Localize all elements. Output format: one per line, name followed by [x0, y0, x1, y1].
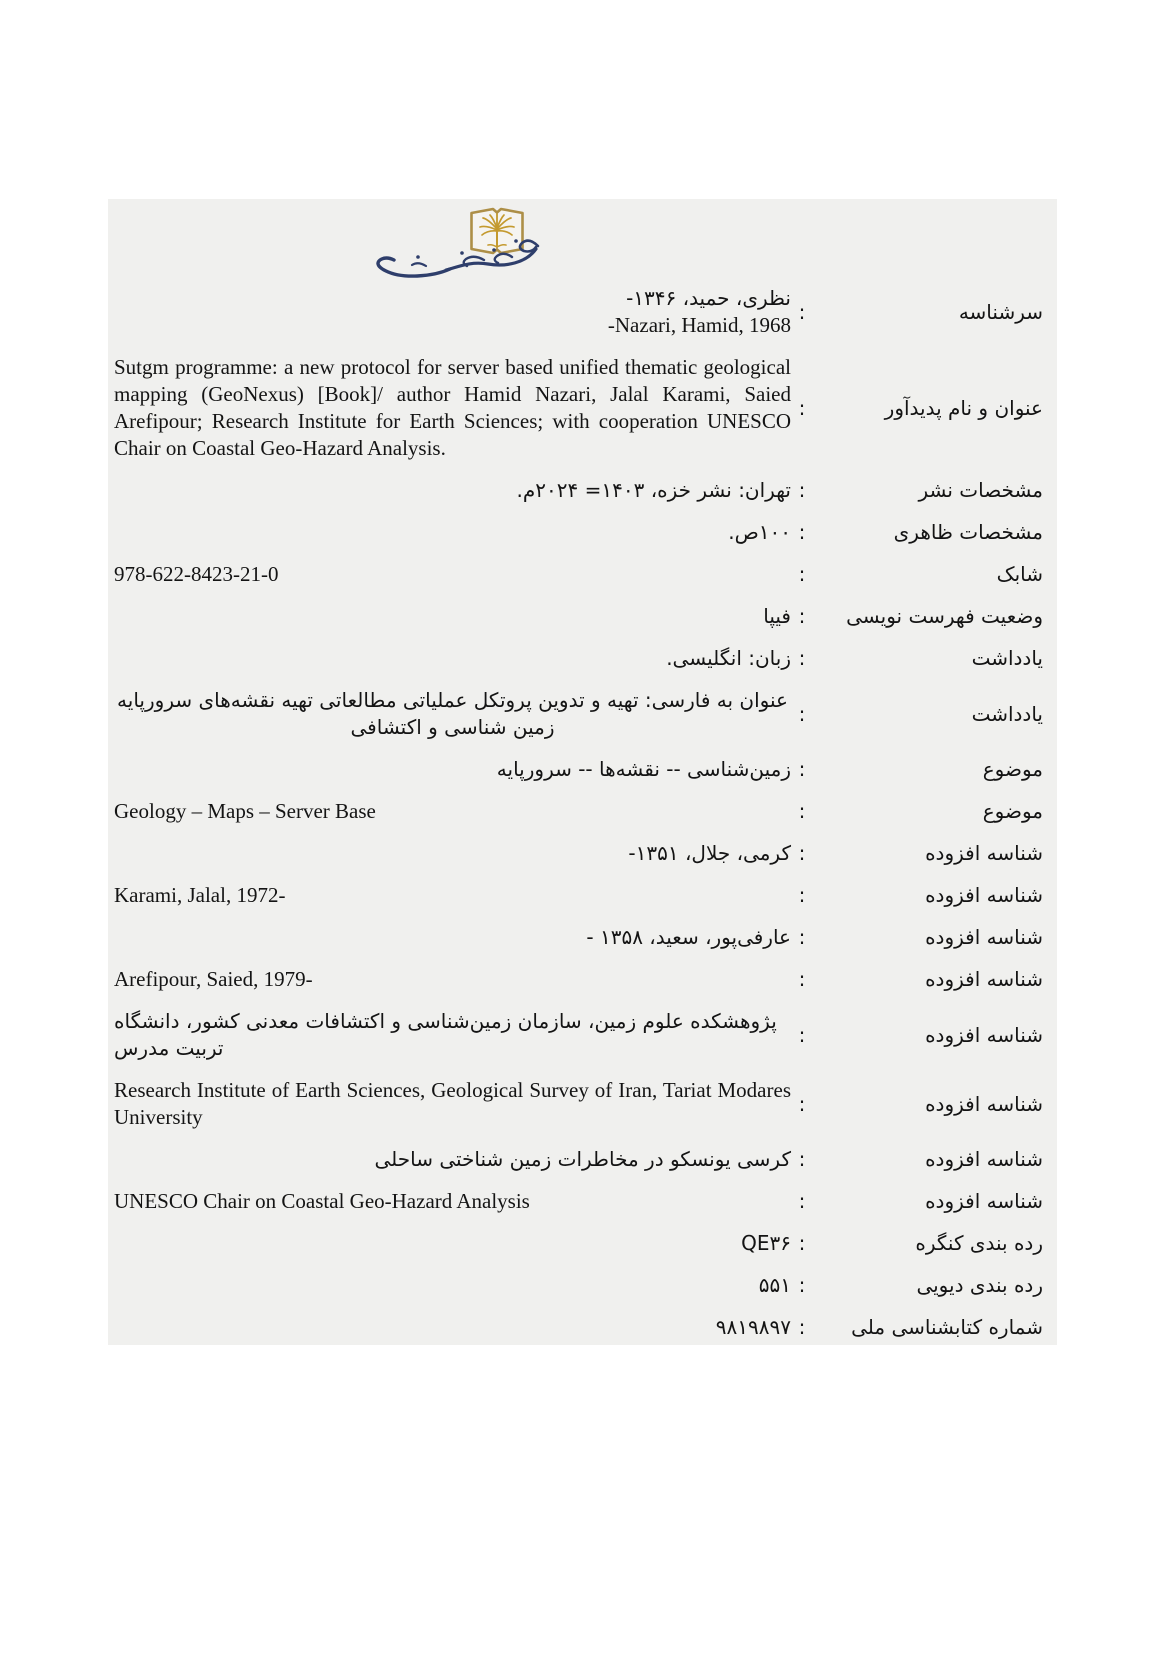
row-value	[114, 645, 791, 672]
row-label: موضوع	[982, 799, 1043, 823]
row-value	[114, 1008, 791, 1062]
cip-row	[114, 1272, 1043, 1299]
row-label: رده بندی کنگره	[915, 1231, 1043, 1255]
row-label: موضوع	[982, 757, 1043, 781]
row-label: سرشناسه	[958, 299, 1043, 324]
cip-row	[114, 645, 1043, 672]
cip-row	[114, 1188, 1043, 1215]
row-colon-separator: :	[798, 1091, 806, 1116]
row-colon-separator: :	[798, 520, 806, 544]
row-value	[114, 1188, 791, 1215]
cip-row	[114, 924, 1043, 951]
row-colon-separator: :	[798, 1147, 806, 1171]
row-label: یادداشت	[971, 646, 1043, 670]
row-value-persian: QE۳۶	[741, 1231, 791, 1255]
row-label: شناسه افزوده	[925, 967, 1043, 991]
logo-calligraphy	[366, 233, 544, 285]
row-value-persian: ۵۵۱	[758, 1273, 791, 1297]
row-value	[114, 798, 791, 825]
cip-row	[114, 354, 1043, 462]
row-value	[114, 924, 791, 951]
row-label: شناسه افزوده	[925, 841, 1043, 865]
row-label: شابک	[996, 562, 1043, 586]
row-value	[114, 354, 791, 462]
cip-row	[114, 1008, 1043, 1062]
row-label: شناسه افزوده	[925, 883, 1043, 907]
row-value	[114, 966, 791, 993]
row-value-persian: ۱۰۰ص.	[728, 520, 791, 544]
cip-row	[114, 756, 1043, 783]
row-value-persian: زمین‌شناسی -- نقشه‌ها -- سرورپایه	[496, 757, 791, 781]
row-colon-separator: :	[798, 395, 806, 420]
row-colon-separator: :	[798, 562, 806, 586]
row-value	[114, 477, 791, 504]
row-colon-separator: :	[798, 1022, 806, 1047]
cip-row	[114, 603, 1043, 630]
row-value-persian: زبان: انگلیسی.	[666, 646, 791, 670]
row-label: شماره کتابشناسی ملی	[851, 1315, 1043, 1339]
row-value-latin: -Nazari, Hamid, 1968	[607, 313, 791, 337]
row-value-persian: عنوان به فارسی: تهیه و تدوین پروتکل عملیاتی مطالعاتی تهیه نقشه‌های سرورپایه زمین شناسی و اکتشافی	[117, 688, 788, 739]
row-value-latin: Research Institute of Earth Sciences, Geological Survey of Iran, Tariat Modares University	[114, 1078, 791, 1129]
row-value-persian: نظری، حمید، ۱۳۴۶-	[626, 286, 791, 310]
row-value	[114, 1077, 791, 1131]
row-label: وضعیت فهرست نویسی	[846, 604, 1043, 628]
row-value-persian: فیپا	[763, 604, 791, 628]
cip-row	[114, 798, 1043, 825]
cip-row	[114, 1077, 1043, 1131]
row-value	[114, 840, 791, 867]
row-value	[114, 882, 791, 909]
cip-row	[114, 1314, 1043, 1341]
row-colon-separator: :	[798, 604, 806, 628]
row-label: عنوان و نام پدیدآور	[884, 395, 1043, 420]
row-value-persian: تهران: نشر خزه، ۱۴۰۳= ۲۰۲۴م.	[516, 478, 791, 502]
row-value-latin: 978-622-8423-21-0	[114, 562, 279, 586]
row-value-persian: عارفی‌پور، سعید، ۱۳۵۸ -	[586, 925, 791, 949]
row-value-latin: Arefipour, Saied, 1979-	[114, 967, 313, 991]
row-label: شناسه افزوده	[925, 1189, 1043, 1213]
row-colon-separator: :	[798, 1273, 806, 1297]
row-colon-separator: :	[798, 799, 806, 823]
row-colon-separator: :	[798, 646, 806, 670]
row-label: یادداشت	[971, 701, 1043, 726]
row-colon-separator: :	[798, 1315, 806, 1339]
row-label: شناسه افزوده	[925, 1147, 1043, 1171]
row-colon-separator: :	[798, 1231, 806, 1255]
row-value	[114, 285, 791, 339]
row-value	[114, 687, 791, 741]
row-value-persian: کرمی، جلال، ۱۳۵۱-	[628, 841, 791, 865]
row-colon-separator: :	[798, 967, 806, 991]
row-value	[114, 1230, 791, 1257]
row-value	[114, 1146, 791, 1173]
row-value	[114, 561, 791, 588]
row-value	[114, 519, 791, 546]
row-label: شناسه افزوده	[925, 1091, 1043, 1116]
cip-row	[114, 840, 1043, 867]
row-label: مشخصات ظاهری	[893, 520, 1043, 544]
row-value-latin: UNESCO Chair on Coastal Geo-Hazard Analysis	[114, 1189, 530, 1213]
cip-row	[114, 519, 1043, 546]
row-colon-separator: :	[798, 478, 806, 502]
row-value	[114, 603, 791, 630]
row-value-latin: Geology – Maps – Server Base	[114, 799, 376, 823]
row-colon-separator: :	[798, 299, 806, 324]
row-value	[114, 1272, 791, 1299]
row-value-persian: پژوهشکده علوم زمین، سازمان زمین‌شناسی و اکتشافات معدنی کشور، دانشگاه تربیت مدرس	[114, 1009, 777, 1060]
row-value-persian: کرسی یونسکو در مخاطرات زمین شناختی ساحلی	[374, 1147, 791, 1171]
row-label: شناسه افزوده	[925, 925, 1043, 949]
cip-row	[114, 1230, 1043, 1257]
row-value	[114, 756, 791, 783]
row-colon-separator: :	[798, 1189, 806, 1213]
cip-row	[114, 561, 1043, 588]
row-value-latin: Sutgm programme: a new protocol for server based unified thematic geological mapping (GeoNexus) [Book]/ author Hamid Nazari, Jalal Karami, Saied Arefipour; Research Institute for Earth Sciences; with cooperation UNESCO Chair on Coastal Geo-Hazard Analysis.	[114, 355, 791, 460]
national-library-logo	[108, 199, 1057, 285]
cip-row	[114, 687, 1043, 741]
row-label: شناسه افزوده	[925, 1022, 1043, 1047]
row-label: رده بندی دیویی	[916, 1273, 1043, 1297]
cip-sheet	[108, 199, 1057, 1345]
cip-row	[114, 285, 1043, 339]
cip-row	[114, 966, 1043, 993]
row-value	[114, 1314, 791, 1341]
row-colon-separator: :	[798, 757, 806, 781]
row-colon-separator: :	[798, 841, 806, 865]
cip-record-table	[108, 285, 1057, 1341]
row-value-persian: ۹۸۱۹۸۹۷	[715, 1315, 791, 1339]
cip-row	[114, 882, 1043, 909]
cip-row	[114, 477, 1043, 504]
row-colon-separator: :	[798, 701, 806, 726]
row-colon-separator: :	[798, 925, 806, 949]
row-colon-separator: :	[798, 883, 806, 907]
row-value-latin: Karami, Jalal, 1972-	[114, 883, 286, 907]
row-label: مشخصات نشر	[918, 478, 1043, 502]
cip-row	[114, 1146, 1043, 1173]
